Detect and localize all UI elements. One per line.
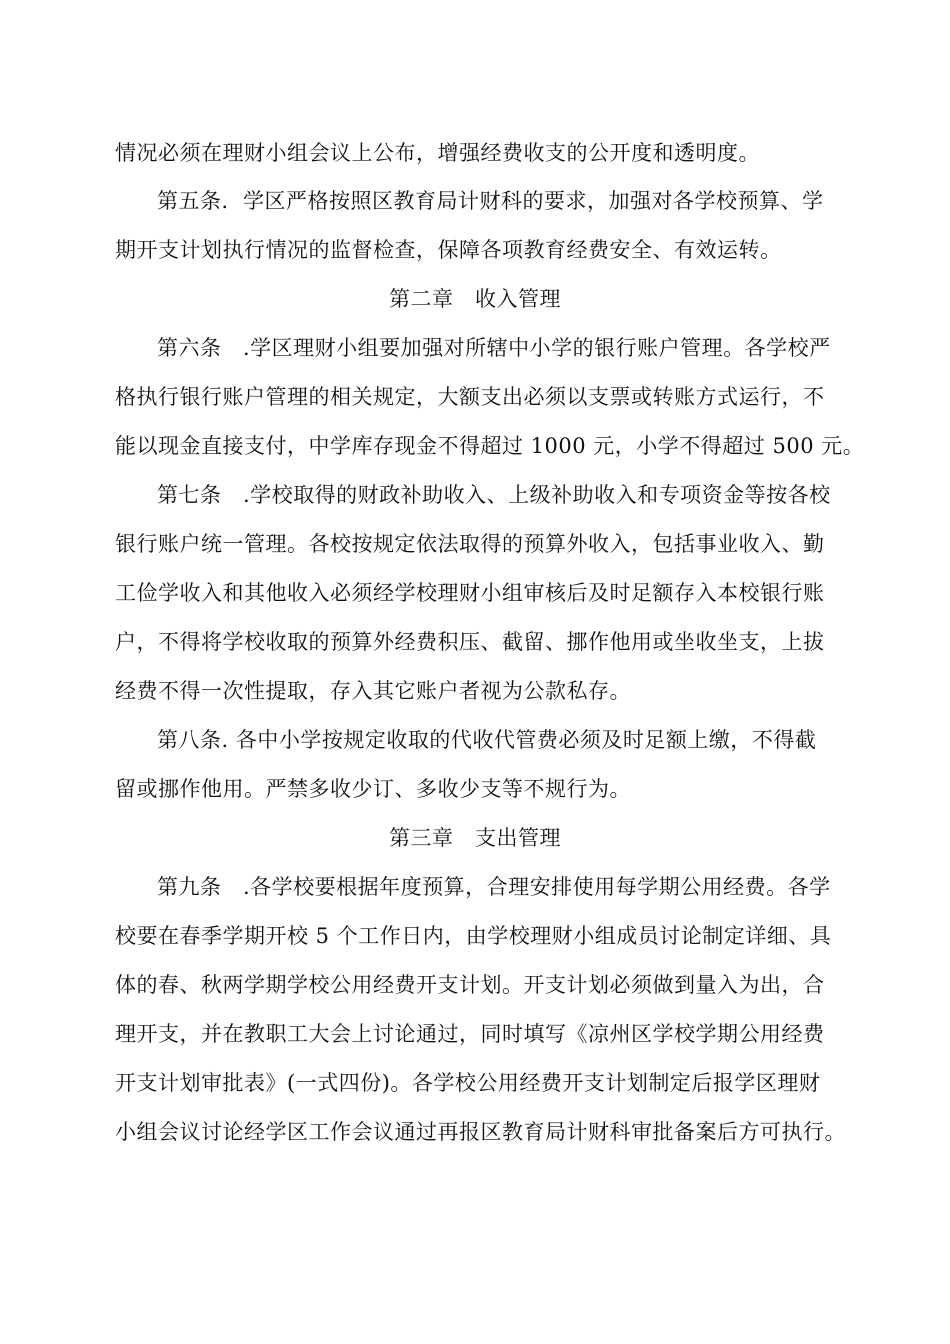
paragraph-line: 经费不得一次性提取，存入其它账户者视为公款私存。 <box>115 679 631 703</box>
paragraph-line: 情况必须在理财小组会议上公布，增强经费收支的公开度和透明度。 <box>115 141 760 165</box>
paragraph-line: 留或挪作他用。严禁多收少订、多收少支等不规行为。 <box>115 777 631 801</box>
article-8-line: 第八条. 各中小学按规定收取的代收代管费必须及时足额上缴，不得截 <box>157 728 817 752</box>
paragraph-line: 能以现金直接支付，中学库存现金不得超过 1000 元，小学不得超过 500 元。 <box>115 434 865 458</box>
paragraph-line: 格执行银行账户管理的相关规定，大额支出必须以支票或转账方式运行，不 <box>115 385 825 409</box>
article-5-line: 第五条．学区严格按照区教育局计财科的要求，加强对各学校预算、学 <box>157 189 824 213</box>
paragraph-line: 户，不得将学校收取的预算外经费积压、截留、挪作他用或坐收坐支，上拔 <box>115 630 825 654</box>
chapter-2-heading: 第二章 收入管理 <box>389 287 561 311</box>
article-6-line: 第六条 .学区理财小组要加强对所辖中小学的银行账户管理。各学校严 <box>157 336 831 360</box>
paragraph-line: 银行账户统一管理。各校按规定依法取得的预算外收入，包括事业收入、勤 <box>115 532 825 556</box>
paragraph-line: 体的春、秋两学期学校公用经费开支计划。开支计划必须做到量入为出，合 <box>115 973 825 997</box>
article-9-line: 第九条 .各学校要根据年度预算，合理安排使用每学期公用经费。各学 <box>157 875 831 899</box>
paragraph-line: 理开支，并在教职工大会上讨论通过，同时填写《凉州区学校学期公用经费 <box>115 1022 825 1046</box>
paragraph-line: 校要在春季学期开校 5 个工作日内，由学校理财小组成员讨论制定详细、具 <box>115 924 832 948</box>
article-7-line: 第七条 .学校取得的财政补助收入、上级补助收入和专项资金等按各校 <box>157 483 831 507</box>
paragraph-line: 开支计划审批表》(一式四份)。各学校公用经费开支计划制定后报学区理财 <box>115 1071 821 1095</box>
paragraph-line: 工俭学收入和其他收入必须经学校理财小组审核后及时足额存入本校银行账 <box>115 581 825 605</box>
chapter-3-heading: 第三章 支出管理 <box>389 826 561 850</box>
paragraph-line: 期开支计划执行情况的监督检查，保障各项教育经费安全、有效运转。 <box>115 238 782 262</box>
paragraph-line: 小组会议讨论经学区工作会议通过再报区教育局计财科审批备案后方可执行。 <box>115 1120 846 1144</box>
